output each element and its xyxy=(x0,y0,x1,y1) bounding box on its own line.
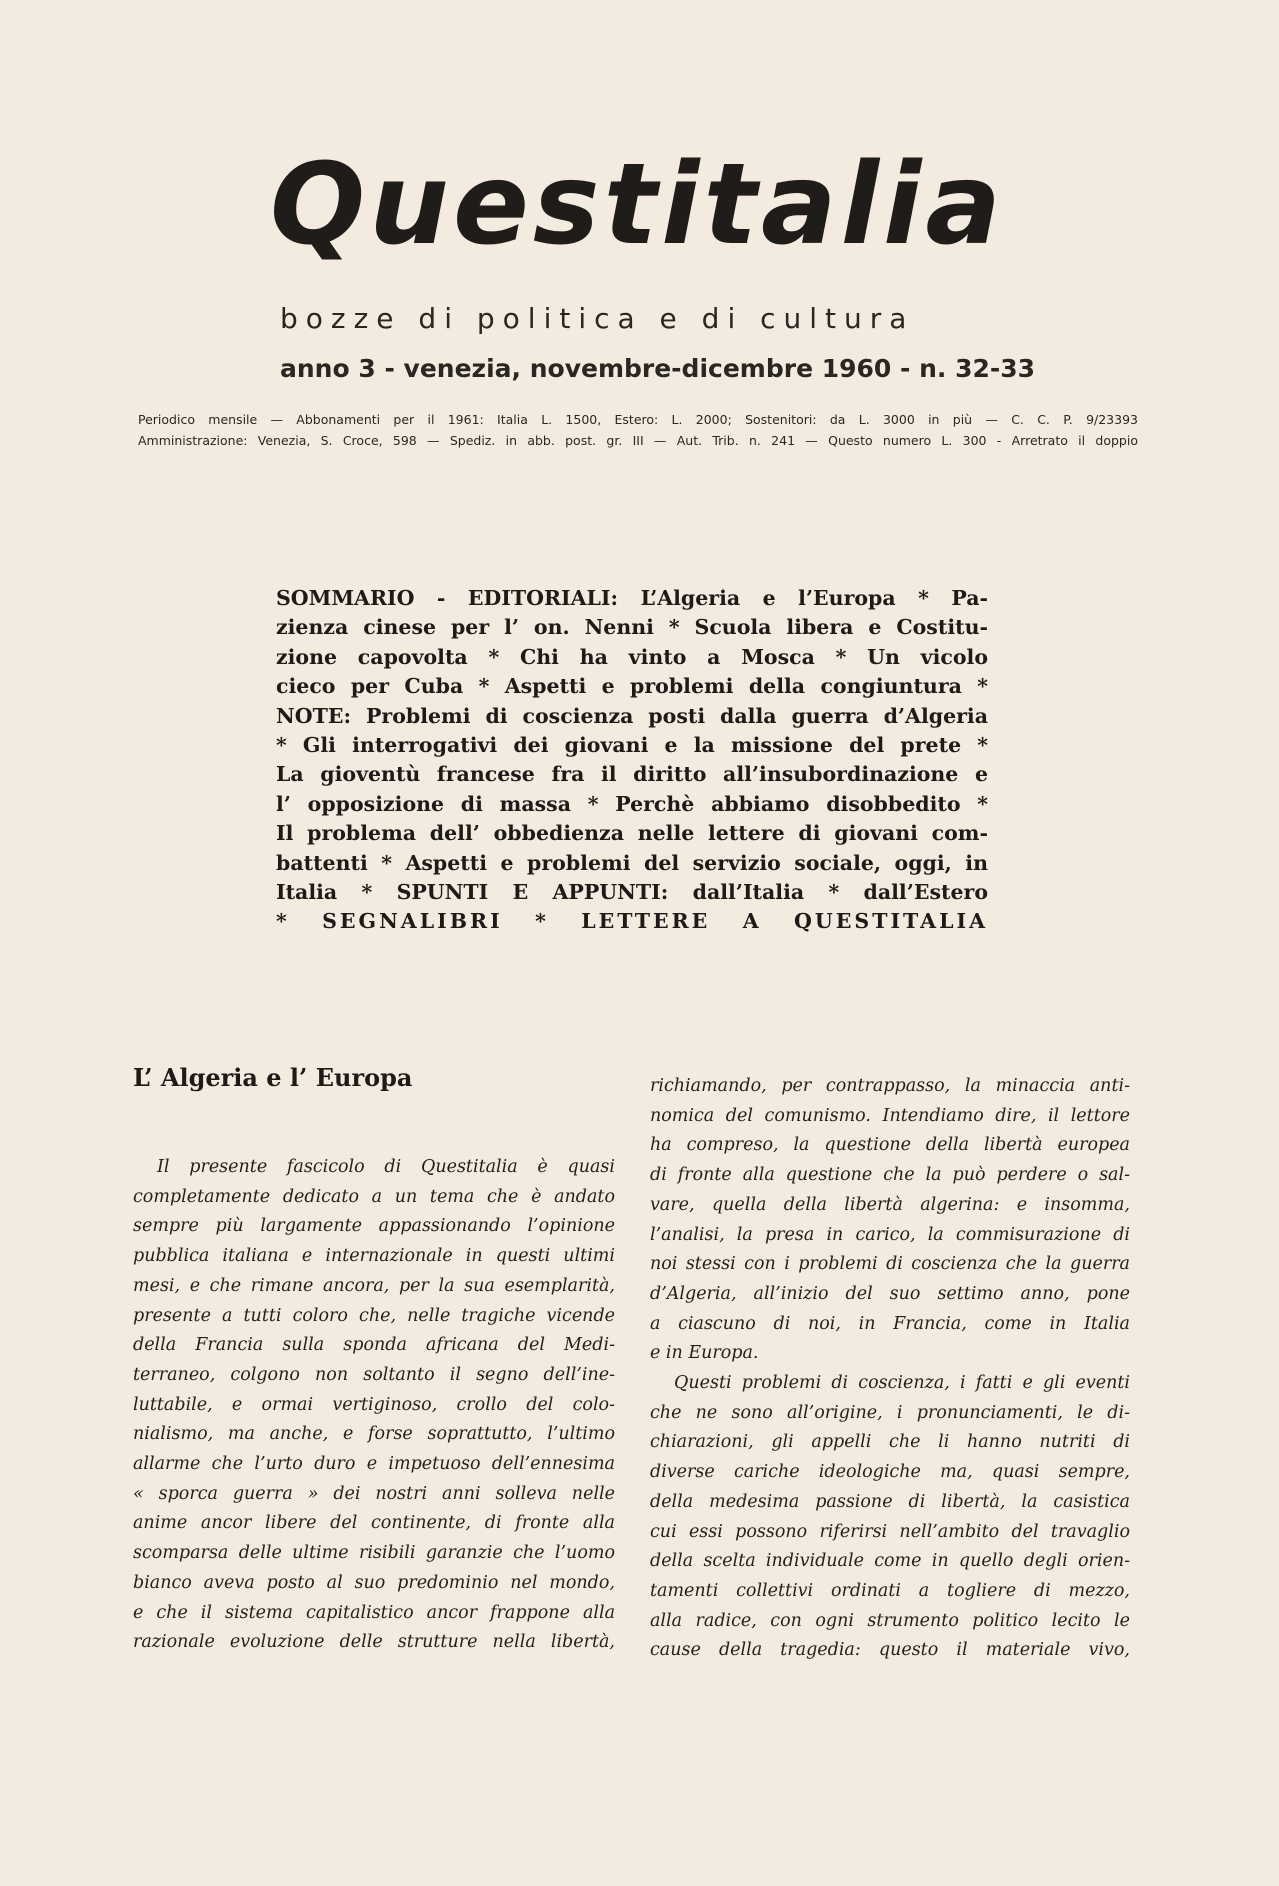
summary-line: Italia * SPUNTI E APPUNTI: dall’Italia * dall’Estero xyxy=(276,880,988,905)
summary-line: zienza cinese per l’ on. Nenni * Scuola libera e Costitu- xyxy=(276,615,988,640)
summary-block xyxy=(276,584,988,937)
publication-info-line: Amministrazione: Venezia, S. Croce, 598 — Spediz. in abb. post. gr. III — Aut. Trib. n. 241 — Questo numero L. 300 - Arretrato il doppio xyxy=(138,433,1138,448)
masthead-title: Questitalia xyxy=(270,140,1005,270)
article-line: scomparsa delle ultime risibili garanzie che l’uomo xyxy=(133,1543,615,1564)
article-line: della Francia sulla sponda africana del Medi- xyxy=(133,1335,615,1356)
summary-line: NOTE: Problemi di coscienza posti dalla guerra d’Algeria xyxy=(276,703,988,728)
article-line: che ne sono all’origine, i pronunciamenti, le di- xyxy=(650,1402,1130,1423)
issue-line: anno 3 - venezia, novembre-dicembre 1960 - n. 32-33 xyxy=(280,354,1036,383)
article-line: mesi, e che rimane ancora, per la sua esemplarità, xyxy=(133,1275,615,1296)
article-line: luttabile, e ormai vertiginoso, crollo del colo- xyxy=(133,1394,615,1415)
article-line: presente a tutti coloro che, nelle tragiche vicende xyxy=(133,1305,615,1326)
article-line: Il presente fascicolo di Questitalia è quasi xyxy=(157,1157,615,1177)
article-line: « sporca guerra » dei nostri anni solleva nelle xyxy=(133,1483,615,1504)
article-line: e in Europa. xyxy=(650,1343,759,1364)
article-line: tamenti collettivi ordinati a togliere di mezzo, xyxy=(650,1580,1130,1601)
article-line: d’Algeria, all’inizio del suo settimo anno, pone xyxy=(650,1283,1130,1304)
summary-line: La gioventù francese fra il diritto all’insubordinazione e xyxy=(276,762,988,787)
summary-line: zione capovolta * Chi ha vinto a Mosca * Un vicolo xyxy=(276,644,988,669)
summary-line: cieco per Cuba * Aspetti e problemi della congiuntura * xyxy=(276,674,988,699)
article-line: pubblica italiana e internazionale in questi ultimi xyxy=(133,1246,615,1267)
article-line: terraneo, colgono non soltanto il segno dell’ine- xyxy=(133,1364,615,1385)
article-line: razionale evoluzione delle strutture nella libertà, xyxy=(133,1632,615,1653)
article-left-column xyxy=(133,1153,615,1658)
summary-line: l’ opposizione di massa * Perchè abbiamo disobbedito * xyxy=(276,791,988,816)
summary-line: * Gli interrogativi dei giovani e la missione del prete * xyxy=(276,733,988,758)
article-line: della scelta individuale come in quello degli orien- xyxy=(650,1551,1130,1572)
publication-info xyxy=(138,409,1138,451)
article-line: della medesima passione di libertà, la casistica xyxy=(650,1491,1130,1512)
article-line: richiamando, per contrappasso, la minaccia anti- xyxy=(650,1076,1130,1096)
article-line: sempre più largamente appassionando l’opinione xyxy=(133,1216,615,1237)
article-line: bianco aveva posto al suo predominio nel mondo, xyxy=(133,1572,615,1593)
article-line: di fronte alla questione che la può perdere o sal- xyxy=(650,1165,1130,1186)
summary-line: SOMMARIO - EDITORIALI: L’Algeria e l’Europa * Pa- xyxy=(276,586,988,610)
article-line: a ciascuno di noi, in Francia, come in Italia xyxy=(650,1313,1130,1334)
article-line: cause della tragedia: questo il materiale vivo, xyxy=(650,1640,1130,1661)
article-line: anime ancor libere del continente, di fronte alla xyxy=(133,1513,615,1534)
article-line: ha compreso, la questione della libertà europea xyxy=(650,1135,1130,1156)
article-line: allarme che l’urto duro e impetuoso dell’ennesima xyxy=(133,1454,615,1475)
publication-info-line: Periodico mensile — Abbonamenti per il 1961: Italia L. 1500, Estero: L. 2000; Sostenitori: da L. 3000 in più — C. C. P. 9/23393 xyxy=(138,412,1138,427)
summary-line: * SEGNALIBRI * LETTERE A QUESTITALIA xyxy=(276,909,988,934)
article-title: L’ Algeria e l’ Europa xyxy=(133,1063,413,1092)
article-line: completamente dedicato a un tema che è andato xyxy=(133,1186,615,1207)
article-line: nomica del comunismo. Intendiamo dire, il lettore xyxy=(650,1105,1130,1126)
article-line: diverse cariche ideologiche ma, quasi sempre, xyxy=(650,1462,1130,1483)
article-line: e che il sistema capitalistico ancor frappone alla xyxy=(133,1602,615,1623)
summary-line: battenti * Aspetti e problemi del servizio sociale, oggi, in xyxy=(276,850,988,875)
article-line: alla radice, con ogni strumento politico lecito le xyxy=(650,1610,1130,1631)
masthead-tagline: bozze di politica e di cultura xyxy=(280,302,915,335)
article-line: Questi problemi di coscienza, i fatti e gli eventi xyxy=(674,1373,1130,1394)
article-line: noi stessi con i problemi di coscienza che la guerra xyxy=(650,1254,1130,1275)
article-line: chiarazioni, gli appelli che li hanno nutriti di xyxy=(650,1432,1130,1453)
summary-line: Il problema dell’ obbedienza nelle lettere di giovani com- xyxy=(276,821,988,846)
article-line: l’analisi, la presa in carico, la commisurazione di xyxy=(650,1224,1130,1245)
article-line: nialismo, ma anche, e forse soprattutto, l’ultimo xyxy=(133,1424,615,1445)
article-right-column xyxy=(650,1072,1130,1666)
article-line: vare, quella della libertà algerina: e insomma, xyxy=(650,1194,1130,1215)
article-line: cui essi possono riferirsi nell’ambito del travaglio xyxy=(650,1521,1130,1542)
